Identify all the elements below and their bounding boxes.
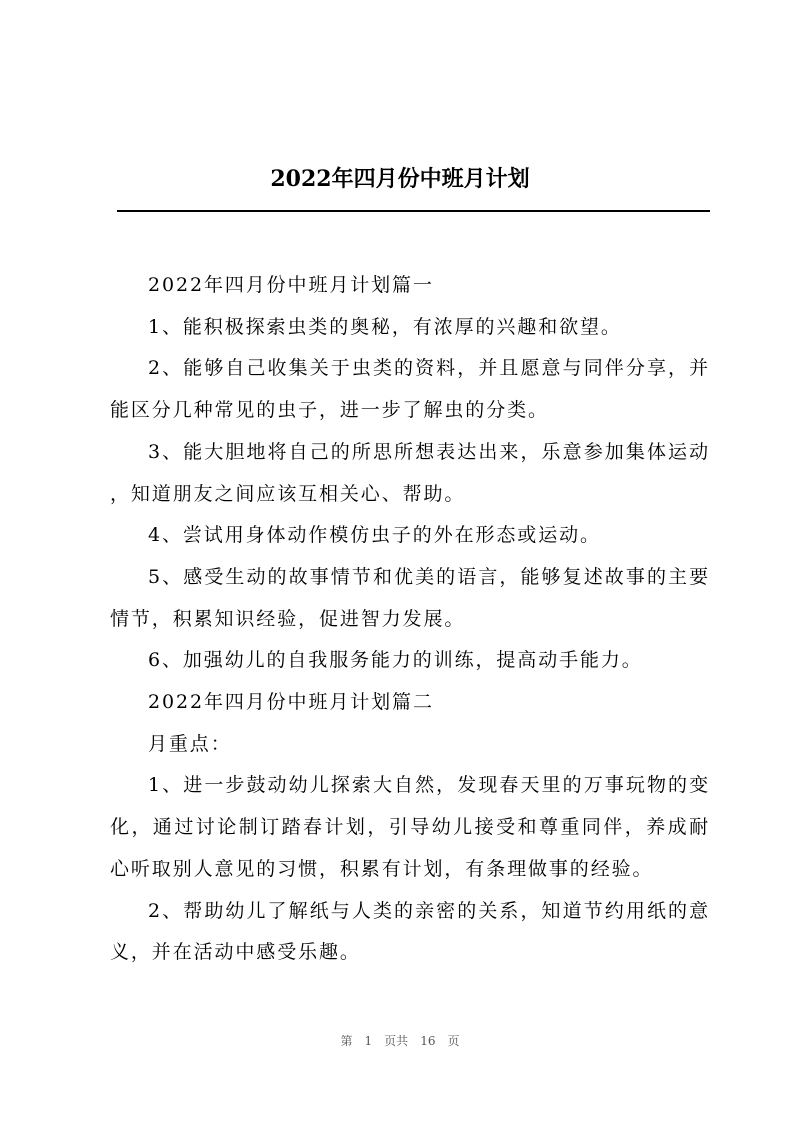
- page-footer: [0, 1032, 800, 1050]
- goal-item-4: 4、尝试用身体动作模仿虫子的外在形态或运动。: [148, 524, 601, 547]
- footer-page-number: 1: [364, 1034, 373, 1048]
- focus-item-2: 2、帮助幼儿了解纸与人类的亲密的关系，知道节约用纸的意义，并在活动中感受乐趣。: [110, 899, 710, 964]
- section-heading-part-one: 2022年四月份中班月计划篇一: [148, 274, 434, 296]
- goal-item-2: 2、能够自己收集关于虫类的资料，并且愿意与同伴分享，并能区分几种常见的虫子，进一步了解虫的分类。: [110, 357, 710, 422]
- goal-item-3: 3、能大胆地将自己的所思所想表达出来，乐意参加集体运动，知道朋友之间应该互相关心、帮助。: [110, 440, 710, 505]
- monthly-focus-label: 月重点：: [148, 732, 232, 755]
- goal-item-6: 6、加强幼儿的自我服务能力的训练，提高动手能力。: [148, 649, 643, 672]
- title-divider: [117, 210, 710, 212]
- goal-item-1: 1、能积极探索虫类的奥秘，有浓厚的兴趣和欲望。: [148, 315, 622, 338]
- focus-item-1: 1、进一步鼓动幼儿探索大自然，发现春天里的万事玩物的变化，通过讨论制订踏春计划，引导幼儿接受和尊重同伴，养成耐心听取别人意见的习惯，积累有计划，有条理做事的经验。: [110, 774, 710, 880]
- goal-item-5: 5、感受生动的故事情节和优美的语言，能够复述故事的主要情节，积累知识经验，促进智力发展。: [110, 565, 710, 630]
- footer-middle: 页共: [384, 1034, 409, 1048]
- section-heading-part-two: 2022年四月份中班月计划篇二: [148, 691, 434, 714]
- document-body: [110, 265, 710, 974]
- document-title: 2022年四月份中班月计划: [270, 166, 530, 192]
- footer-suffix: 页: [447, 1034, 460, 1048]
- footer-total-pages: 16: [420, 1034, 436, 1048]
- footer-prefix: 第: [340, 1034, 353, 1048]
